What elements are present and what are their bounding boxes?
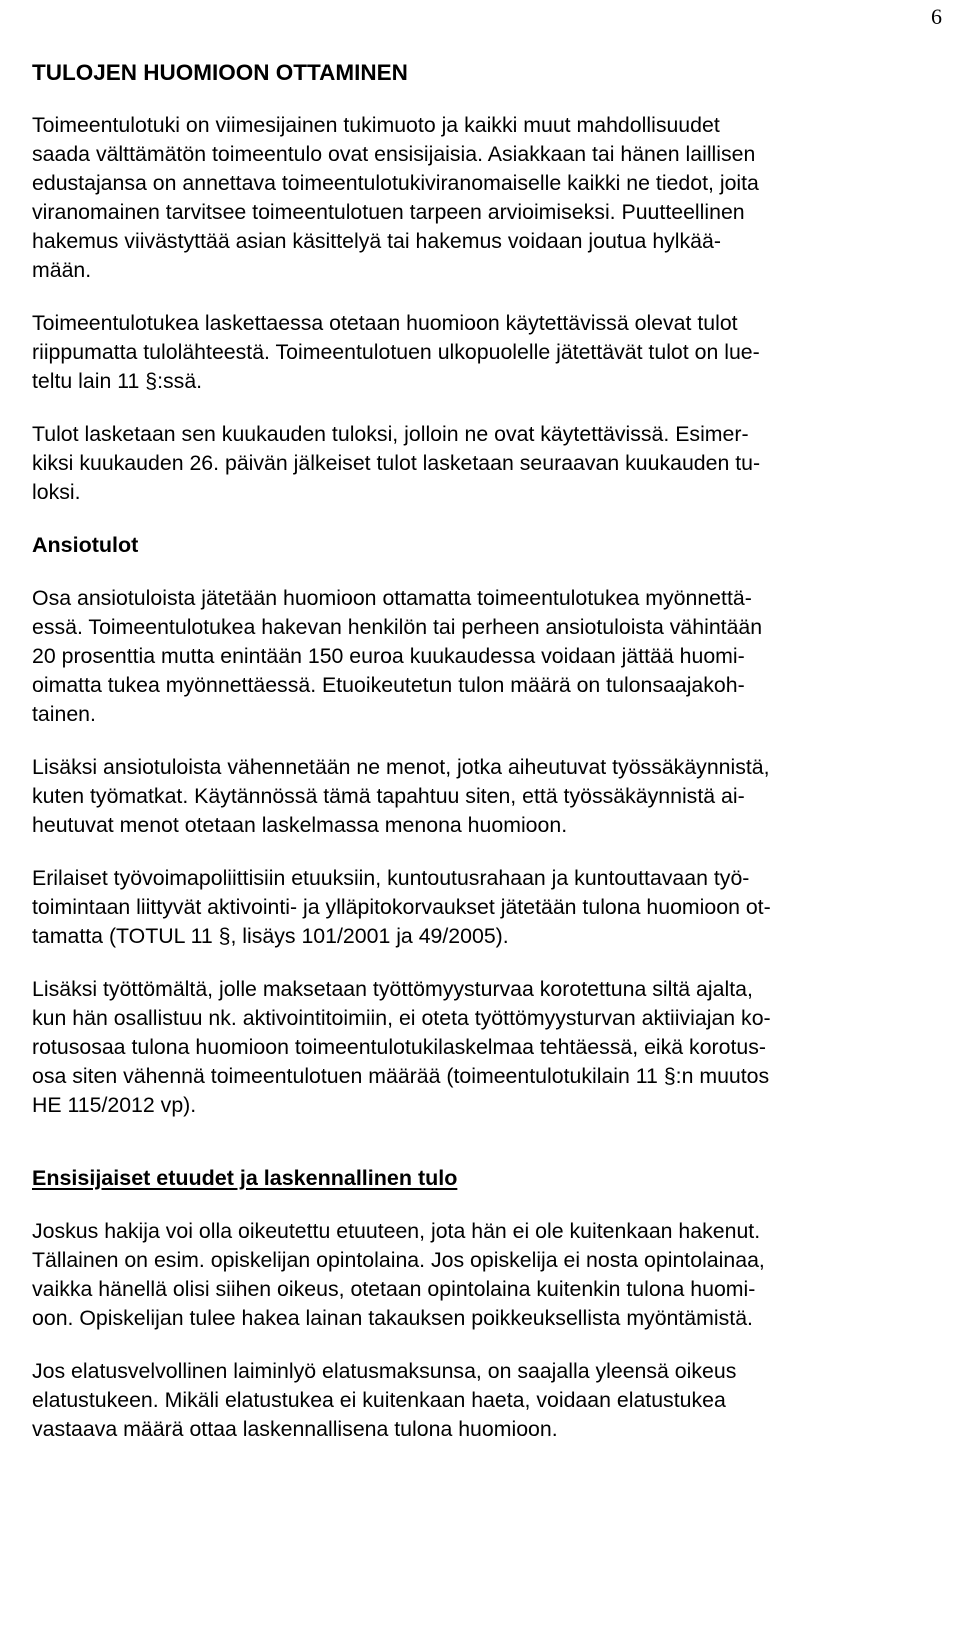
text-line: mään. (32, 258, 92, 282)
paragraph (32, 420, 937, 507)
text-line: osa siten vähennä toimeentulotuen määrää (toimeentulotukilain 11 §:n muutos (32, 1064, 770, 1088)
text-line: oimatta tukea myönnettäessä. Etuoikeutetun tulon määrä on tulonsaajakoh- (32, 673, 745, 697)
text-line: Jos elatusvelvollinen laiminlyö elatusmaksunsa, on saajalla yleensä oikeus (32, 1359, 737, 1383)
text-line: kuten työmatkat. Käytännössä tämä tapahtuu siten, että työssäkäynnistä ai- (32, 784, 745, 808)
section-heading-tulojen: TULOJEN HUOMIOON OTTAMINEN (32, 60, 408, 85)
text-line: Tällainen on esim. opiskelijan opintolaina. Jos opiskelija ei nosta opintolainaa, (32, 1248, 765, 1272)
text-line: Lisäksi ansiotuloista vähennetään ne menot, jotka aiheutuvat työssäkäynnistä, (32, 755, 770, 779)
text-line: Joskus hakija voi olla oikeutettu etuuteen, jota hän ei ole kuitenkaan hakenut. (32, 1219, 761, 1243)
text-line: 20 prosenttia mutta enintään 150 euroa kuukaudessa voidaan jättää huomi- (32, 644, 745, 668)
text-line: vaikka hänellä olisi siihen oikeus, otetaan opintolaina kuitenkin tulona huomi- (32, 1277, 756, 1301)
text-line: Osa ansiotuloista jätetään huomioon ottamatta toimeentulotukea myönnettä- (32, 586, 752, 610)
text-line: Lisäksi työttömältä, jolle maksetaan työttömyysturvaa korotettuna siltä ajalta, (32, 977, 753, 1001)
paragraph (32, 111, 937, 285)
paragraph (32, 975, 937, 1120)
text-line: elatustukeen. Mikäli elatustukea ei kuitenkaan haeta, voidaan elatustukea (32, 1388, 726, 1412)
text-line: vastaava määrä ottaa laskennallisena tulona huomioon. (32, 1417, 558, 1441)
text-line: teltu lain 11 §:ssä. (32, 369, 203, 393)
paragraph (32, 753, 937, 840)
text-line: saada välttämätön toimeentulo ovat ensisijaisia. Asiakkaan tai hänen laillisen (32, 142, 756, 166)
text-line: hakemus viivästyttää asian käsittelyä tai hakemus voidaan joutua hylkää- (32, 229, 721, 253)
text-line: viranomainen tarvitsee toimeentulotuen tarpeen arvioimiseksi. Puutteellinen (32, 200, 745, 224)
text-line: tamatta (TOTUL 11 §, lisäys 101/2001 ja 49/2005). (32, 924, 509, 948)
text-line: Toimeentulotuki on viimesijainen tukimuoto ja kaikki muut mahdollisuudet (32, 113, 720, 137)
paragraph (32, 1357, 937, 1444)
paragraph (32, 864, 937, 951)
text-line: riippumatta tulolähteestä. Toimeentulotuen ulkopuolelle jätettävät tulot on lue- (32, 340, 760, 364)
text-line: edustajansa on annettava toimeentulotukiviranomaiselle kaikki ne tiedot, joita (32, 171, 759, 195)
text-line: kiksi kuukauden 26. päivän jälkeiset tulot lasketaan seuraavan kuukauden tu- (32, 451, 761, 475)
text-line: tainen. (32, 702, 96, 726)
page-number: 6 (931, 4, 942, 29)
text-line: heutuvat menot otetaan laskelmassa menona huomioon. (32, 813, 568, 837)
text-line: rotusosaa tulona huomioon toimeentulotukilaskelmaa tehtäessä, eikä korotus- (32, 1035, 766, 1059)
paragraph (32, 309, 937, 396)
text-line: oon. Opiskelijan tulee hakea lainan takauksen poikkeuksellista myöntämistä. (32, 1306, 753, 1330)
text-line: Toimeentulotukea laskettaessa otetaan huomioon käytettävissä olevat tulot (32, 311, 738, 335)
section-heading-ensisijaiset: Ensisijaiset etuudet ja laskennallinen tulo (32, 1166, 458, 1190)
paragraph (32, 1217, 937, 1333)
text-line: Tulot lasketaan sen kuukauden tuloksi, jolloin ne ovat käytettävissä. Esimer- (32, 422, 749, 446)
text-line: Erilaiset työvoimapoliittisiin etuuksiin, kuntoutusrahaan ja kuntouttavaan työ- (32, 866, 750, 890)
text-line: essä. Toimeentulotukea hakevan henkilön tai perheen ansiotuloista vähintään (32, 615, 763, 639)
section-heading-ansiotulot: Ansiotulot (32, 533, 139, 557)
document-body (32, 58, 937, 1468)
text-line: loksi. (32, 480, 81, 504)
text-line: toimintaan liittyvät aktivointi- ja ylläpitokorvaukset jätetään tulona huomioon ot- (32, 895, 771, 919)
text-line: HE 115/2012 vp). (32, 1093, 197, 1117)
paragraph (32, 584, 937, 729)
text-line: kun hän osallistuu nk. aktivointitoimiin, ei oteta työttömyysturvan aktiiviajan ko- (32, 1006, 771, 1030)
